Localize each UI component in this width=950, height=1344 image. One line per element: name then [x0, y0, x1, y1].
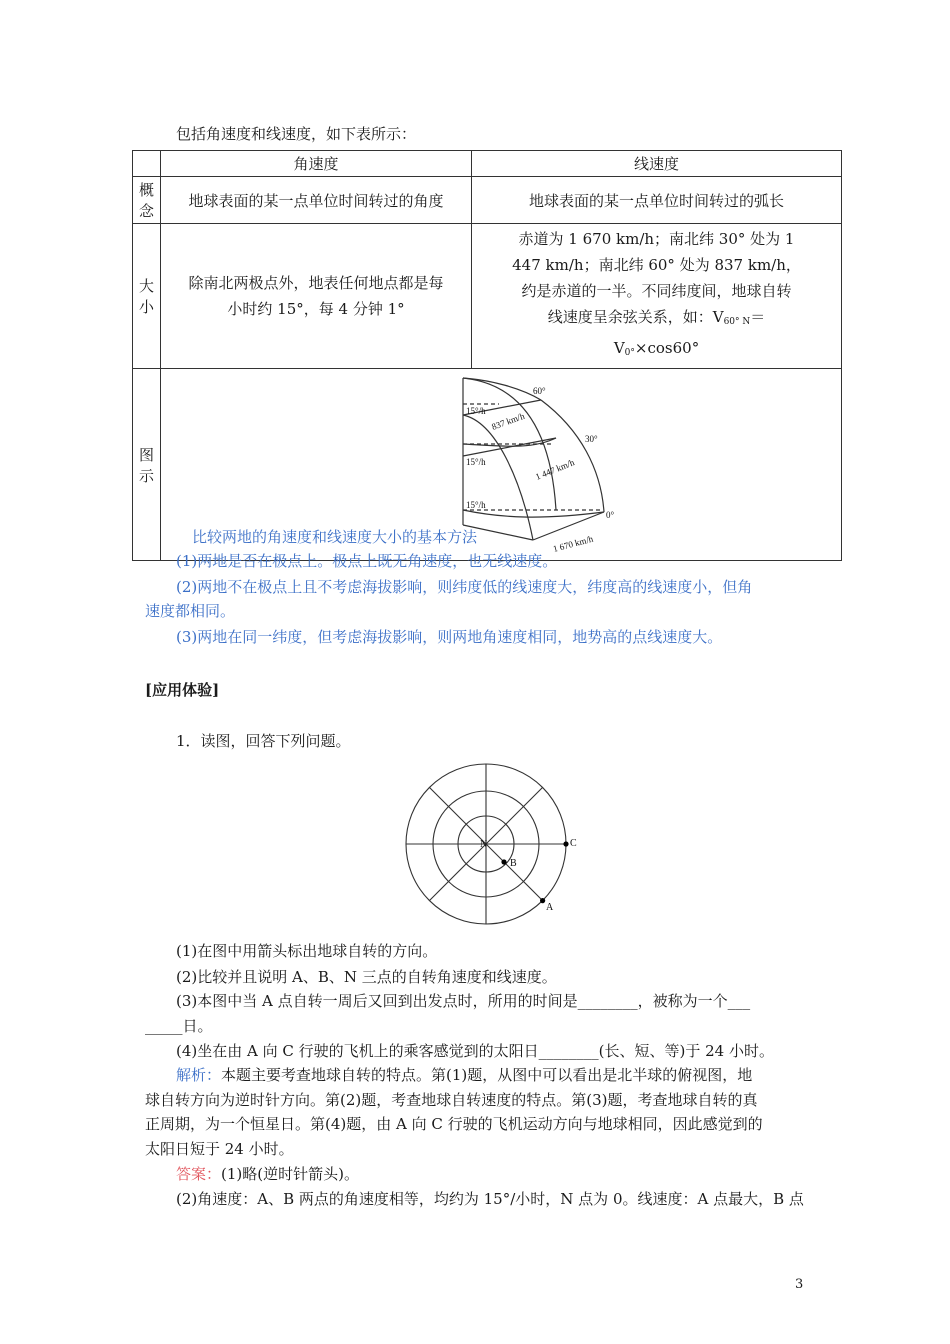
label-a: A	[546, 902, 554, 913]
formula-sub-60n: 60° N	[723, 317, 751, 327]
concept-label: 概念	[133, 177, 161, 224]
method-point-1: (1)两地是否在极点上。极点上既无角速度，也无线速度。	[176, 552, 558, 570]
speed-label-60: 837 km/h	[490, 410, 526, 432]
formula-eq: ＝	[750, 308, 766, 326]
question-3b: _____日。	[145, 1017, 213, 1035]
lat30-rim	[463, 438, 556, 456]
analysis-line3: 正周期，为一个恒星日。第(4)题，由 A 向 C 行驶的飞机运动方向与地球相同，因此感觉到的	[145, 1115, 763, 1133]
lat0-label: 0°	[606, 509, 615, 520]
method-point-2a: (2)两地不在极点上且不考虑海拔影响，则纬度低的线速度大，纬度高的线速度小，但角	[176, 578, 753, 596]
formula-v0: V	[613, 339, 625, 357]
answer-label: 答案：	[176, 1165, 222, 1183]
table-row-concept	[133, 177, 842, 224]
label-c: C	[570, 838, 577, 849]
lat30-label: 30°	[585, 433, 598, 444]
question-2: (2)比较并且说明 A、B、N 三点的自转角速度和线速度。	[176, 968, 557, 986]
header-angular: 角速度	[161, 151, 472, 177]
question-1: (1)在图中用箭头标出地球自转的方向。	[176, 942, 438, 960]
question-3a: (3)本图中当 A 点自转一周后又回到出发点时，所用的时间是________，被称为一个___	[176, 992, 751, 1010]
size-linear	[472, 224, 842, 369]
formula-v: 线速度呈余弦关系，如：V	[547, 308, 724, 326]
point-b	[501, 859, 506, 864]
size-angular-line1: 除南北两极点外，地表任何地点都是每	[188, 274, 444, 292]
formula-sub-0: 0°	[624, 348, 635, 358]
table-row-size	[133, 224, 842, 369]
analysis-text-1: 本题主要考查地球自转的特点。第(1)题，从图中可以看出是北半球的俯视图，地	[221, 1066, 753, 1084]
table-header-row	[133, 151, 842, 177]
header-linear: 线速度	[472, 151, 842, 177]
polar-view-diagram	[400, 760, 590, 930]
point-a	[540, 898, 545, 903]
point-c	[563, 841, 568, 846]
ang-label-60: 15°/h	[466, 405, 486, 416]
ang-label-0: 15°/h	[466, 499, 486, 510]
size-linear-line5	[478, 335, 835, 366]
concept-angular: 地球表面的某一点单位时间转过的角度	[161, 177, 472, 224]
analysis-line4: 太阳日短于 24 小时。	[145, 1140, 294, 1158]
method-point-2b: 速度都相同。	[145, 602, 236, 620]
size-linear-line4	[478, 304, 835, 335]
size-angular-line2: 小时约 15°，每 4 分钟 1°	[227, 300, 405, 318]
inner-meridian-arc	[463, 415, 533, 540]
speed-label-0: 1 670 km/h	[551, 533, 595, 554]
method-point-3: (3)两地在同一纬度，但考虑海拔影响，则两地角速度相同，地势高的点线速度大。	[176, 628, 723, 646]
outer-globe-arc	[541, 400, 604, 512]
concept-linear: 地球表面的某一点单位时间转过的弧长	[472, 177, 842, 224]
intro-text: 包括角速度和线速度，如下表所示：	[176, 125, 417, 143]
figure-label: 图示	[133, 369, 161, 561]
size-linear-line2: 447 km/h；南北纬 60° 处为 837 km/h，	[512, 256, 801, 274]
rotation-speed-table	[132, 150, 842, 561]
method-title: 比较两地的角速度和线速度大小的基本方法	[192, 528, 478, 546]
answer-text-1: (1)略(逆时针箭头)。	[221, 1165, 359, 1183]
label-n: N	[480, 839, 488, 850]
answer-line2: (2)角速度：A、B 两点的角速度相等，均约为 15°/小时，N 点为 0。线速度：A 点最大，B 点	[176, 1190, 804, 1208]
lat0-plane	[463, 510, 604, 517]
size-label: 大小	[133, 224, 161, 369]
speed-label-30: 1 447 km/h	[534, 456, 576, 482]
lat60-label: 60°	[533, 385, 546, 396]
section-title: [应用体验]	[145, 681, 220, 699]
analysis-line2: 球自转方向为逆时针方向。第(2)题，考查地球自转速度的特点。第(3)题，考查地球自转的真	[145, 1091, 758, 1109]
size-linear-line3: 约是赤道的一半。不同纬度间，地球自转	[521, 282, 792, 300]
analysis-label: 解析：	[176, 1066, 222, 1084]
formula-cos: ×cos60°	[634, 339, 700, 357]
label-b: B	[510, 858, 517, 869]
lat60-plane	[463, 378, 541, 400]
analysis-line1	[176, 1064, 841, 1086]
size-angular	[161, 224, 472, 369]
ang-label-30: 15°/h	[466, 456, 486, 467]
answer-line1	[176, 1163, 841, 1185]
size-linear-line1: 赤道为 1 670 km/h；南北纬 30° 处为 1	[518, 230, 795, 248]
page-number: 3	[795, 1277, 804, 1292]
question-4: (4)坐在由 A 向 C 行驶的飞机上的乘客感觉到的太阳日________(长、短、等)于 24 小时。	[176, 1042, 774, 1060]
header-empty	[133, 151, 161, 177]
question-stem: 1．读图，回答下列问题。	[176, 732, 351, 750]
